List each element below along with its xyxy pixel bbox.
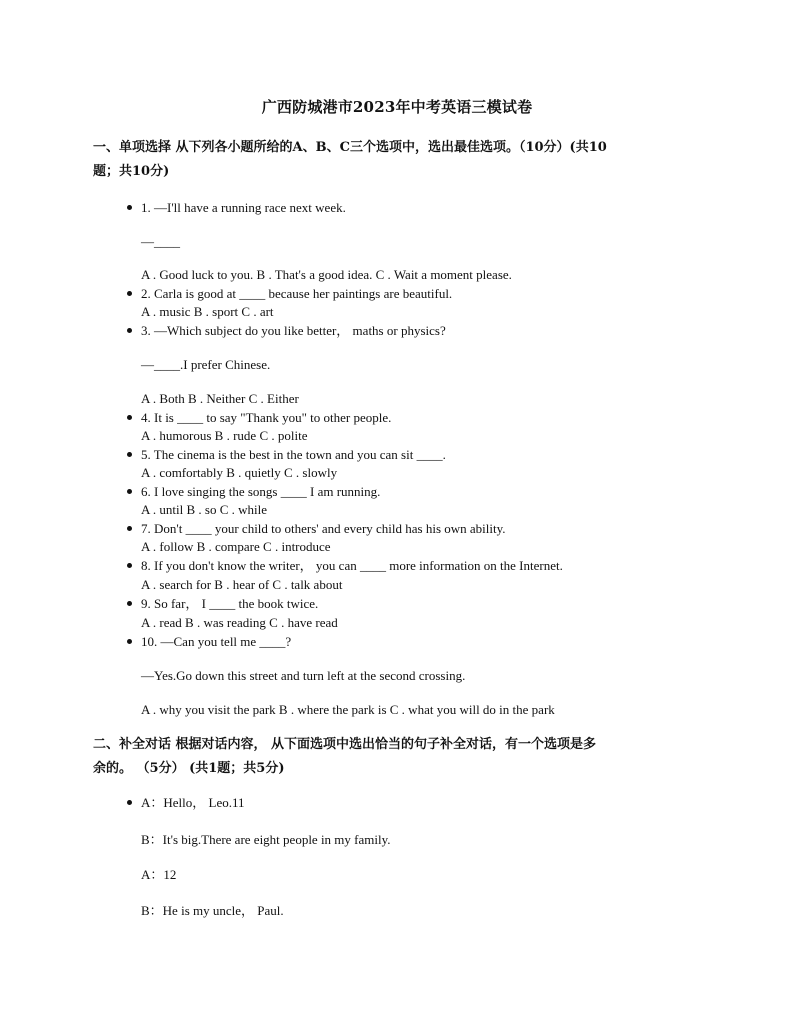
question-6-stem: 6. I love singing the songs ____ I am running. <box>141 484 381 499</box>
question-1-options: A . Good luck to you. B . That's a good idea. C . Wait a moment please. <box>141 267 512 282</box>
question-10-stem: 10. —Can you tell me ____? <box>141 634 292 649</box>
question-4-stem: 4. It is ____ to say "Thank you" to other people. <box>141 410 392 425</box>
bullet-icon <box>127 205 132 210</box>
bullet-icon <box>127 489 132 494</box>
bullet-icon <box>127 328 132 333</box>
question-3-stem: 3. —Which subject do you like better， maths or physics? <box>141 323 446 338</box>
question-8-stem: 8. If you don't know the writer， you can ____ more information on the Internet. <box>141 558 563 573</box>
question-1-sub: —____ <box>141 234 180 249</box>
bullet-icon <box>127 800 132 805</box>
bullet-icon <box>127 291 132 296</box>
question-7-options: A . follow B . compare C . introduce <box>141 539 331 554</box>
question-2-stem: 2. Carla is good at ____ because her paintings are beautiful. <box>141 286 453 301</box>
question-3-options: A . Both B . Neither C . Either <box>141 391 299 406</box>
section-2-heading-line-2: 余的。 （5分） (共1题；共5分) <box>93 761 285 776</box>
question-5-options: A . comfortably B . quietly C . slowly <box>141 465 338 480</box>
question-9-stem: 9. So far， I ____ the book twice. <box>141 596 319 611</box>
question-3-sub: —____.I prefer Chinese. <box>141 357 271 372</box>
bullet-icon <box>127 526 132 531</box>
bullet-icon <box>127 452 132 457</box>
section-1-heading-line-1: 一、单项选择 从下列各小题所给的A、B、C三个选项中，选出最佳选项。（10分）(共10 <box>93 140 607 155</box>
dialogue-line-3: A：12 <box>141 867 177 882</box>
question-7-stem: 7. Don't ____ your child to others' and every child has his own ability. <box>141 521 506 536</box>
dialogue-line-2: B：It's big.There are eight people in my family. <box>141 832 391 847</box>
question-2-options: A . music B . sport C . art <box>141 304 274 319</box>
question-9-options: A . read B . was reading C . have read <box>141 615 338 630</box>
section-2-heading-line-1: 二、补全对话 根据对话内容， 从下面选项中选出恰当的句子补全对话，有一个选项是多 <box>93 737 597 752</box>
question-1-stem: 1. —I'll have a running race next week. <box>141 200 346 215</box>
question-4-options: A . humorous B . rude C . polite <box>141 428 308 443</box>
question-10-sub: —Yes.Go down this street and turn left at the second crossing. <box>141 668 466 683</box>
bullet-icon <box>127 601 132 606</box>
bullet-icon <box>127 639 132 644</box>
section-2-heading <box>93 733 708 781</box>
question-6-options: A . until B . so C . while <box>141 502 268 517</box>
question-8-options: A . search for B . hear of C . talk about <box>141 577 343 592</box>
section-1-heading <box>93 136 708 184</box>
page-title: 广西防城港市2023年中考英语三模试卷 <box>261 98 533 116</box>
dialogue-line-4: B：He is my uncle， Paul. <box>141 903 284 918</box>
bullet-icon <box>127 563 132 568</box>
question-5-stem: 5. The cinema is the best in the town and you can sit ____. <box>141 447 446 462</box>
section-1-heading-line-2: 题；共10分) <box>93 164 170 179</box>
dialogue-line-1-text: A：Hello， Leo.11 <box>141 795 245 810</box>
bullet-icon <box>127 415 132 420</box>
question-10-options: A . why you visit the park B . where the park is C . what you will do in the park <box>141 702 555 717</box>
